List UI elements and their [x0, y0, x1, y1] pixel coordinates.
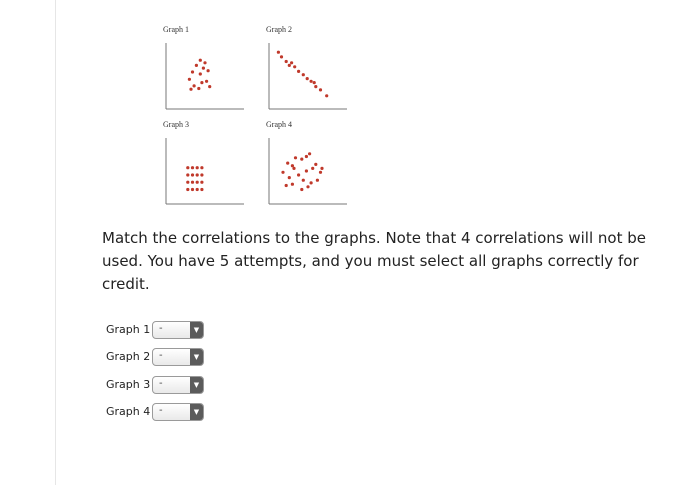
data-point — [199, 59, 202, 62]
graph-1-plot — [163, 39, 253, 119]
select-value: - — [159, 350, 163, 361]
data-point — [310, 181, 313, 184]
data-point — [290, 61, 293, 64]
data-point — [294, 156, 297, 159]
data-point — [191, 173, 194, 176]
data-point — [285, 60, 288, 63]
graph-1-correlation-select[interactable] — [152, 321, 204, 339]
data-point — [196, 188, 199, 191]
data-point — [191, 166, 194, 169]
graph-3-title: Graph 3 — [163, 120, 189, 129]
graph-2-correlation-select[interactable] — [152, 348, 204, 366]
data-point — [196, 173, 199, 176]
data-point — [189, 88, 192, 91]
data-point — [302, 179, 305, 182]
graph-4-title: Graph 4 — [266, 120, 292, 129]
data-point — [203, 61, 206, 64]
data-point — [300, 188, 303, 191]
data-point — [311, 167, 314, 170]
data-point — [305, 155, 308, 158]
graph-4-card — [266, 120, 356, 210]
question-prompt: Match the correlations to the graphs. Note that 4 correlations will not be used. You have 5 attempts, and you must select all graphs correctly for credit. — [102, 229, 646, 293]
data-point — [308, 152, 311, 155]
data-point — [313, 81, 316, 84]
data-point — [291, 164, 294, 167]
data-point — [305, 169, 308, 172]
answer-label: Graph 2 — [106, 350, 151, 363]
graph-3-correlation-select[interactable] — [152, 376, 204, 394]
data-point — [320, 167, 323, 170]
data-point — [288, 64, 291, 67]
data-point — [288, 176, 291, 179]
data-point — [186, 188, 189, 191]
data-point — [208, 85, 211, 88]
data-point — [200, 181, 203, 184]
data-point — [188, 78, 191, 81]
data-point — [193, 84, 196, 87]
data-point — [200, 173, 203, 176]
data-point — [199, 72, 202, 75]
data-point — [314, 85, 317, 88]
data-point — [277, 51, 280, 54]
answer-row-graph-3 — [106, 376, 226, 396]
data-point — [285, 184, 288, 187]
data-point — [316, 179, 319, 182]
data-point — [292, 167, 295, 170]
answer-row-graph-1 — [106, 321, 226, 341]
select-value: - — [159, 378, 163, 389]
data-point — [191, 70, 194, 73]
graph-4-correlation-select[interactable] — [152, 403, 204, 421]
data-point — [196, 181, 199, 184]
graph-2-title: Graph 2 — [266, 25, 292, 34]
data-point — [196, 166, 199, 169]
data-point — [325, 94, 328, 97]
graph-4-plot — [266, 134, 356, 214]
graph-1-card — [163, 25, 253, 115]
graph-1-title: Graph 1 — [163, 25, 189, 34]
graph-2-card — [266, 25, 356, 115]
data-point — [200, 166, 203, 169]
data-point — [297, 173, 300, 176]
answer-row-graph-4 — [106, 403, 226, 423]
data-point — [306, 185, 309, 188]
data-point — [300, 158, 303, 161]
data-point — [202, 67, 205, 70]
triangle-down-icon: ▼ — [190, 404, 203, 420]
answer-row-graph-2 — [106, 348, 226, 368]
graph-3-plot — [163, 134, 253, 214]
data-point — [200, 81, 203, 84]
data-point — [195, 64, 198, 67]
data-point — [186, 173, 189, 176]
data-point — [280, 55, 283, 58]
data-point — [286, 162, 289, 165]
triangle-down-icon: ▼ — [190, 377, 203, 393]
select-value: - — [159, 405, 163, 416]
triangle-down-icon: ▼ — [190, 322, 203, 338]
data-point — [191, 188, 194, 191]
data-point — [291, 183, 294, 186]
data-point — [197, 87, 200, 90]
data-point — [306, 77, 309, 80]
answer-label: Graph 1 — [106, 323, 151, 336]
data-point — [293, 65, 296, 68]
data-point — [314, 163, 317, 166]
data-point — [186, 181, 189, 184]
data-point — [207, 69, 210, 72]
data-point — [191, 181, 194, 184]
data-point — [281, 171, 284, 174]
data-point — [319, 171, 322, 174]
data-point — [310, 80, 313, 83]
graph-2-plot — [266, 39, 356, 119]
triangle-down-icon: ▼ — [190, 349, 203, 365]
answer-label: Graph 3 — [106, 378, 151, 391]
select-value: - — [159, 323, 163, 334]
data-point — [200, 188, 203, 191]
data-point — [302, 73, 305, 76]
answer-label: Graph 4 — [106, 405, 151, 418]
graph-3-card — [163, 120, 253, 210]
data-point — [186, 166, 189, 169]
data-point — [319, 88, 322, 91]
data-point — [297, 70, 300, 73]
data-point — [205, 80, 208, 83]
